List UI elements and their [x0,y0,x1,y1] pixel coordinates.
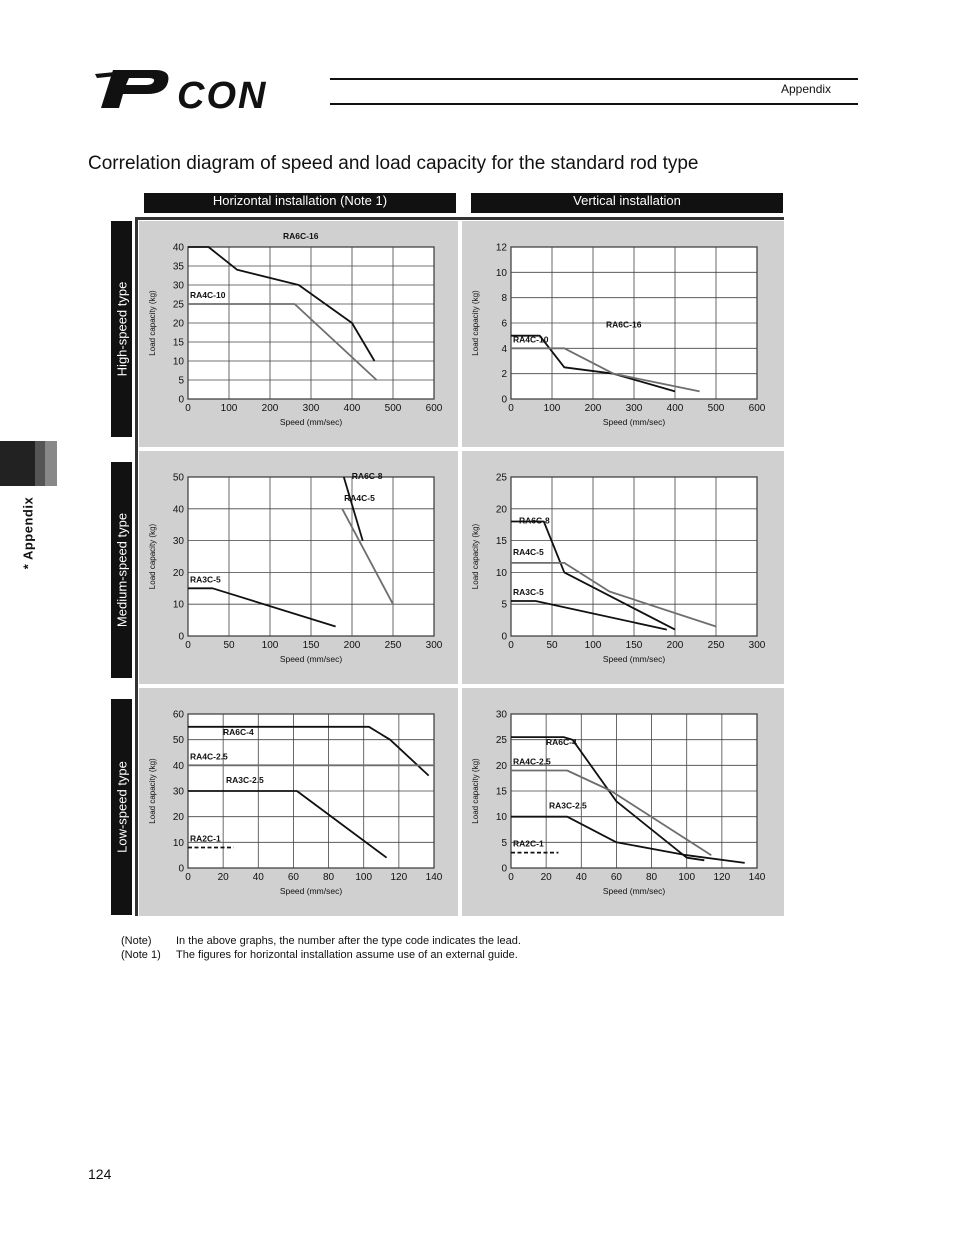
chart-svg [462,688,784,916]
side-tab [0,441,35,486]
x-tick-label: 600 [748,403,766,414]
x-tick-label: 300 [748,640,766,651]
series-label: RA2C-1 [513,838,544,849]
x-tick-label: 20 [540,872,552,883]
x-tick-label: 80 [323,872,335,883]
x-tick-label: 0 [185,640,191,651]
notes [121,934,521,962]
y-tick-label: 0 [501,631,507,643]
chart-panel [139,688,458,916]
row-label-high-speed: High-speed type [114,281,129,377]
x-tick-label: 0 [508,872,514,883]
series-label: RA6C-16 [283,231,319,241]
x-tick-label: 120 [713,872,731,883]
y-tick-label: 30 [172,280,184,292]
y-tick-label: 10 [495,567,507,579]
series-label: RA4C-10 [190,290,226,300]
y-tick-label: 10 [172,599,184,611]
header-rule [330,103,858,105]
x-tick-label: 100 [584,640,602,651]
y-tick-label: 5 [178,375,184,387]
y-tick-label: 20 [172,567,184,579]
series-label: RA2C-1 [190,833,221,844]
x-axis-label: Speed (mm/sec) [602,886,666,896]
y-tick-label: 2 [501,369,507,381]
x-tick-label: 400 [343,403,361,414]
x-tick-label: 200 [666,640,684,651]
y-tick-label: 4 [501,343,507,355]
row-band-medium [111,462,132,678]
x-axis-label: Speed (mm/sec) [279,886,343,896]
x-tick-label: 300 [625,403,643,414]
x-tick-label: 80 [646,872,658,883]
series-label: RA3C-2.5 [549,800,587,811]
svg-text:CON: CON [177,75,268,110]
x-tick-label: 50 [546,640,558,651]
pcon-logo [95,64,335,110]
row-band-low [111,699,132,915]
x-tick-label: 100 [543,403,561,414]
x-axis-label: Speed (mm/sec) [279,417,343,427]
x-tick-label: 40 [575,872,587,883]
note-text: The figures for horizontal installation assume use of an external guide. [176,949,518,961]
y-tick-label: 20 [172,318,184,330]
series-label: RA3C-2.5 [226,775,264,785]
chart-svg [139,221,458,447]
row-label-low-speed: Low-speed type [114,761,129,853]
page-title: Correlation diagram of speed and load capacity for the standard rod type [88,153,699,174]
x-tick-label: 200 [343,640,361,651]
y-axis-label: Load capacity (kg) [148,290,157,356]
x-tick-label: 600 [425,403,443,414]
series-label: RA4C-2.5 [513,756,551,767]
chart-panel [462,221,784,447]
x-tick-label: 150 [625,640,643,651]
x-axis-label: Speed (mm/sec) [602,654,666,664]
chart-svg [139,688,458,916]
chart-svg [462,221,784,447]
x-tick-label: 140 [425,872,443,883]
y-tick-label: 20 [172,812,184,824]
header-rule [330,78,858,80]
y-tick-label: 0 [178,394,184,406]
y-axis-label: Load capacity (kg) [148,758,157,824]
y-tick-label: 5 [501,837,507,849]
x-tick-label: 100 [261,640,279,651]
y-tick-label: 5 [501,599,507,611]
section-label: Appendix [781,82,832,96]
y-tick-label: 15 [172,337,184,349]
side-tab-label: * Appendix [20,496,36,570]
y-tick-label: 25 [172,299,184,311]
note-text: In the above graphs, the number after the type code indicates the lead. [176,935,521,947]
series-label: RA6C-4 [223,726,254,737]
chart-svg [462,451,784,684]
chart-svg [139,451,458,684]
series-label: RA6C-8 [351,471,383,481]
x-axis-label: Speed (mm/sec) [602,417,666,427]
y-axis-label: Load capacity (kg) [471,758,480,824]
y-tick-label: 10 [172,837,184,849]
series-label: RA4C-5 [344,492,375,503]
x-tick-label: 100 [355,872,373,883]
chart-panel [139,451,458,684]
note-row [121,948,521,962]
x-tick-label: 0 [508,640,514,651]
y-tick-label: 20 [495,760,507,772]
x-tick-label: 50 [223,640,235,651]
page-number: 124 [88,1166,112,1182]
y-tick-label: 35 [172,261,184,273]
side-tab [35,441,45,486]
note-key: (Note) [121,935,152,947]
series-label: RA6C-8 [519,515,550,526]
y-tick-label: 0 [178,863,184,875]
series-label: RA4C-5 [513,546,544,557]
chart-panel [139,221,458,447]
x-tick-label: 140 [748,872,766,883]
column-heading-horizontal: Horizontal installation (Note 1) [144,193,456,213]
y-tick-label: 0 [501,863,507,875]
y-tick-label: 30 [172,536,184,548]
y-axis-label: Load capacity (kg) [148,523,157,590]
series-label: RA4C-2.5 [190,751,228,762]
y-tick-label: 10 [495,812,507,824]
chart-panel [462,688,784,916]
x-tick-label: 250 [384,640,402,651]
y-axis-label: Load capacity (kg) [471,290,480,356]
x-tick-label: 500 [384,403,402,414]
panel-rule [135,217,784,220]
x-tick-label: 60 [287,872,299,883]
note-row [121,934,521,948]
x-tick-label: 20 [217,872,229,883]
chart-panel [462,451,784,684]
column-heading-vertical: Vertical installation [471,193,783,213]
x-tick-label: 0 [185,872,191,883]
y-tick-label: 8 [501,293,507,305]
x-tick-label: 60 [610,872,622,883]
x-tick-label: 0 [185,403,191,414]
y-tick-label: 50 [172,472,184,484]
side-tab [45,441,57,486]
y-tick-label: 25 [495,735,507,747]
x-tick-label: 300 [302,403,320,414]
y-tick-label: 15 [495,536,507,548]
row-label-medium-speed: Medium-speed type [114,512,129,628]
series-label: RA4C-10 [513,334,549,345]
x-tick-label: 500 [707,403,725,414]
x-tick-label: 250 [707,640,725,651]
y-tick-label: 6 [501,318,507,330]
y-tick-label: 10 [172,356,184,368]
row-band-high [111,221,132,437]
y-tick-label: 40 [172,242,184,254]
y-tick-label: 0 [501,394,507,406]
y-tick-label: 12 [495,242,507,254]
series-label: RA3C-5 [513,587,544,598]
x-tick-label: 400 [666,403,684,414]
x-tick-label: 300 [425,640,443,651]
series-label: RA6C-16 [606,319,642,330]
y-tick-label: 40 [172,760,184,772]
x-tick-label: 0 [508,403,514,414]
y-tick-label: 25 [495,472,507,484]
x-tick-label: 150 [302,640,320,651]
y-tick-label: 10 [495,267,507,279]
x-tick-label: 100 [678,872,696,883]
y-tick-label: 60 [172,709,184,721]
note-key: (Note 1) [121,949,161,961]
y-tick-label: 50 [172,735,184,747]
y-tick-label: 0 [178,631,184,643]
y-axis-label: Load capacity (kg) [471,523,480,590]
x-tick-label: 200 [584,403,602,414]
y-tick-label: 20 [495,504,507,516]
x-tick-label: 200 [261,403,279,414]
series-label: RA6C-4 [546,737,577,748]
x-axis-label: Speed (mm/sec) [279,654,343,664]
x-tick-label: 120 [390,872,408,883]
y-tick-label: 30 [172,786,184,798]
panel-rule [135,217,138,916]
y-tick-label: 15 [495,786,507,798]
y-tick-label: 30 [495,709,507,721]
x-tick-label: 100 [220,403,238,414]
x-tick-label: 40 [252,872,264,883]
y-tick-label: 40 [172,504,184,516]
series-label: RA3C-5 [190,574,221,585]
